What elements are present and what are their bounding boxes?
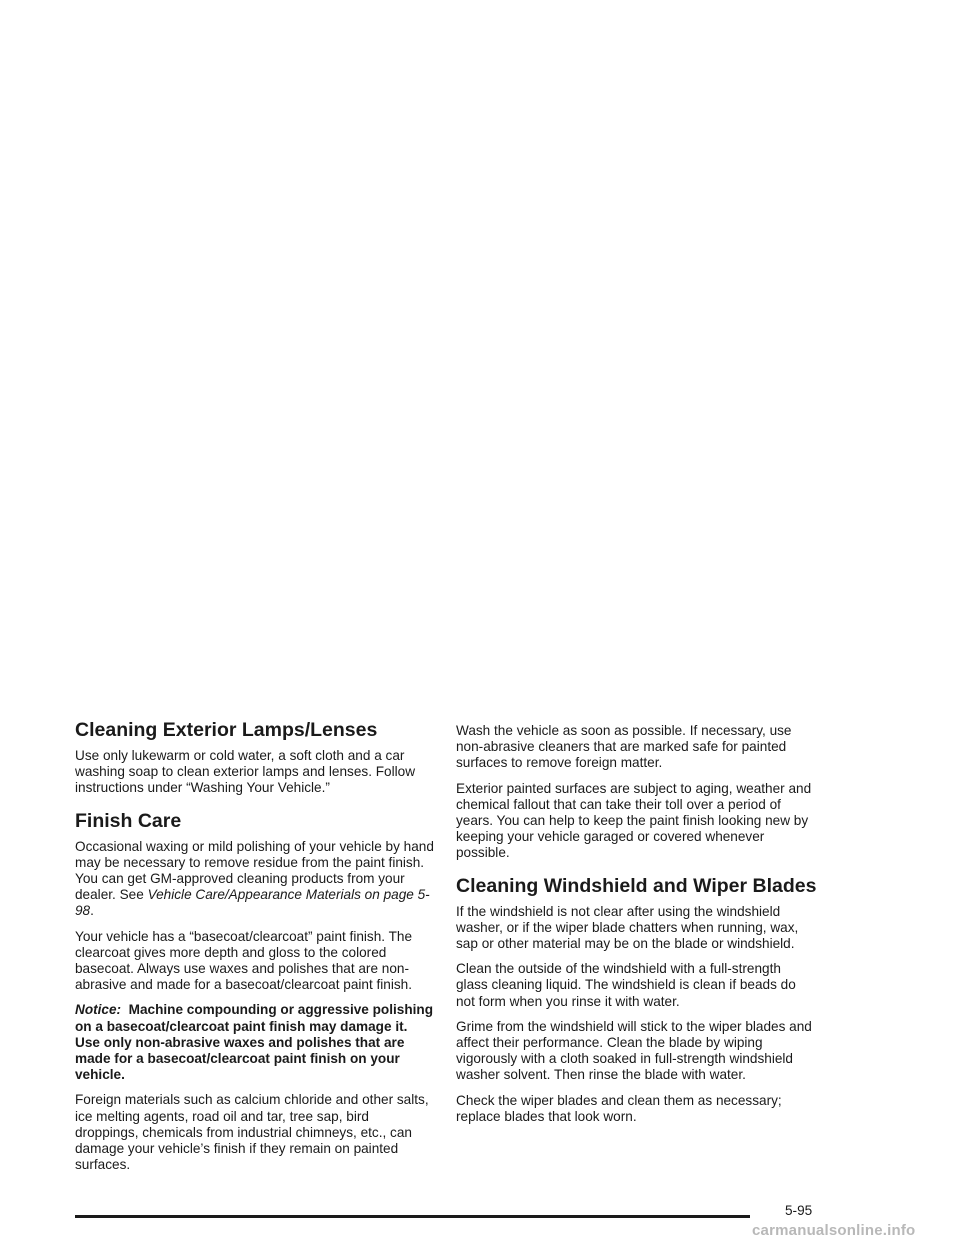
paragraph-windshield-clear: If the windshield is not clear after using the windshield washer, or if the wiper blade chatters when running, wax, sap or other material may be on the blade or windshield. bbox=[456, 903, 799, 952]
watermark: carmanualsonline.info bbox=[752, 1222, 916, 1239]
paragraph-check-blades: Check the wiper blades and clean them as necessary; replace blades that look worn. bbox=[456, 1092, 782, 1124]
heading-cleaning-windshield: Cleaning Windshield and Wiper Blades bbox=[456, 874, 817, 897]
paragraph-basecoat: Your vehicle has a “basecoat/clearcoat” paint finish. The clearcoat gives more depth and gloss to the colored basecoat. Always use waxes and polishes that are non-abrasive and made for a basecoat/clearcoat paint finish. bbox=[75, 928, 413, 993]
paragraph-finish-care-intro bbox=[75, 839, 435, 920]
paragraph-finish-care-text: Occasional waxing or mild polishing of your vehicle by hand may be necessary to remove residue from the paint finish. You can get GM-approved cleaning products from your dealer. See bbox=[75, 838, 434, 903]
page-number: 5-95 bbox=[785, 1203, 813, 1218]
notice-block bbox=[75, 1002, 435, 1083]
paragraph-lamps: Use only lukewarm or cold water, a soft cloth and a car washing soap to clean exterior lamps and lenses. Follow instructions under “Washing Your Vehicle.” bbox=[75, 748, 416, 796]
right-column bbox=[456, 723, 816, 1134]
paragraph-foreign-materials: Foreign materials such as calcium chloride and other salts, ice melting agents, road oil and tar, tree sap, bird droppings, chemicals from industrial chimneys, etc., can damage your vehicle’s finish if they remain on painted surfaces. bbox=[75, 1092, 429, 1173]
paragraph-wash-vehicle: Wash the vehicle as soon as possible. If necessary, use non-abrasive cleaners that are marked safe for painted surfaces to remove foreign matter. bbox=[456, 723, 792, 771]
paragraph-grime: Grime from the windshield will stick to the wiper blades and affect their performance. Clean the blade by wiping vigorously with a cloth soaked in full-strength windshield washer solvent. Then rinse the blade with water. bbox=[456, 1018, 812, 1083]
paragraph-exterior-painted: Exterior painted surfaces are subject to aging, weather and chemical fallout that can take their toll over a period of years. You can help to keep the paint finish looking new by keeping your vehicle garaged or covered whenever possible. bbox=[456, 780, 812, 861]
heading-cleaning-exterior-lamps: Cleaning Exterior Lamps/Lenses bbox=[75, 719, 378, 741]
footer-rule bbox=[75, 1215, 750, 1218]
notice-label: Notice: bbox=[75, 1002, 122, 1018]
left-column bbox=[75, 718, 435, 1182]
cross-reference-link[interactable]: Vehicle Care/Appearance Materials on page 5-98 bbox=[75, 887, 430, 919]
heading-finish-care: Finish Care bbox=[75, 809, 182, 832]
notice-text: Machine compounding or aggressive polishing on a basecoat/clearcoat paint finish may damage it. Use only non-abrasive waxes and polishes that are made for a basecoat/clearcoat paint finish on your vehicle. bbox=[75, 1002, 434, 1083]
paragraph-windshield-clean: Clean the outside of the windshield with a full-strength glass cleaning liquid. The windshield is clean if beads do not form when you rinse it with water. bbox=[456, 961, 796, 1009]
paragraph-finish-care-end: . bbox=[90, 903, 94, 919]
